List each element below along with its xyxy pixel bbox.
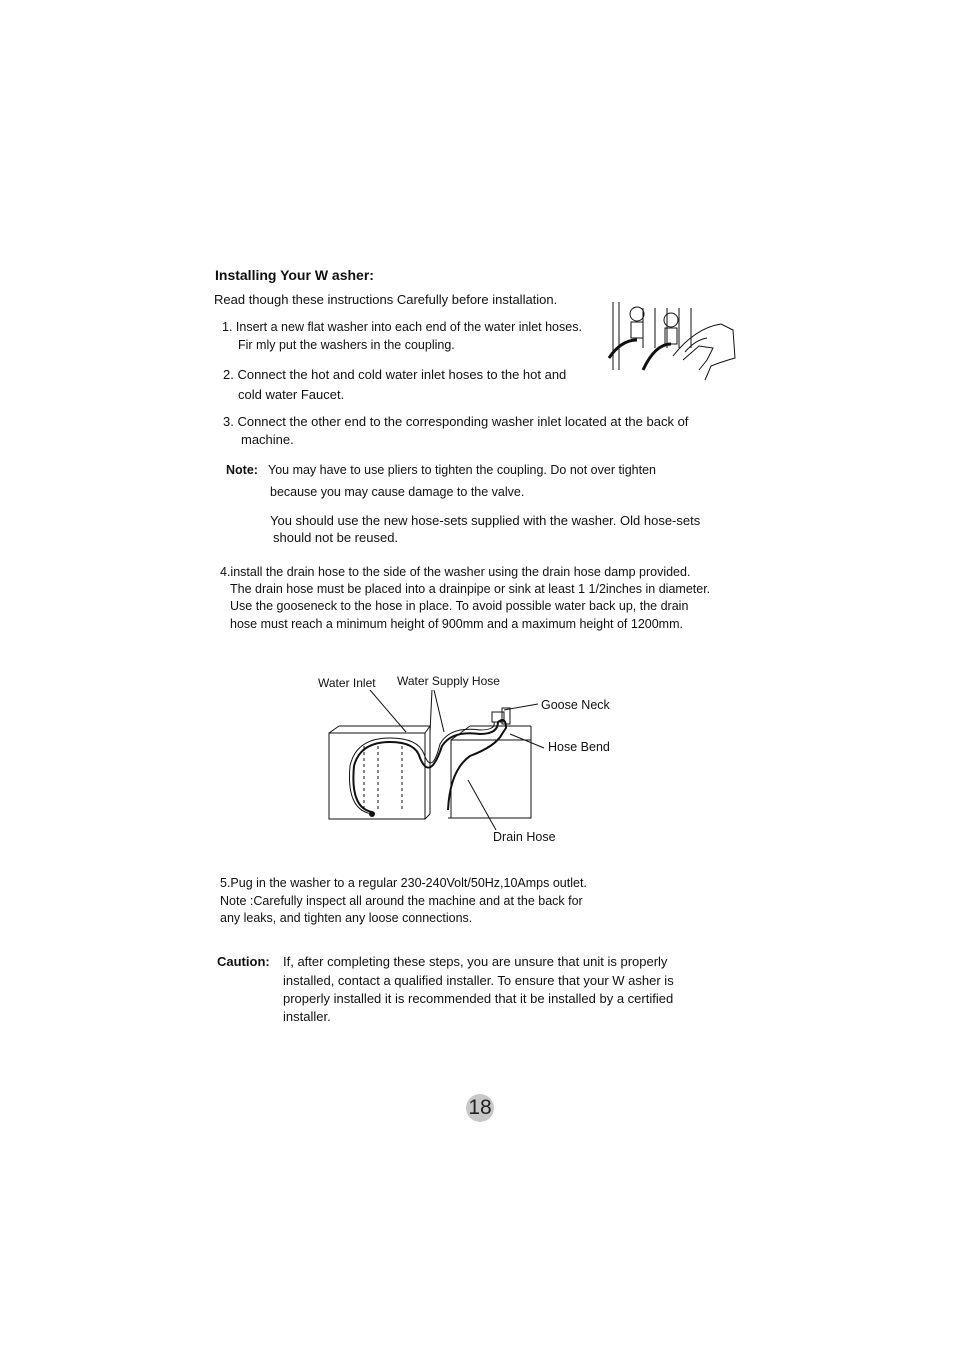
step-2-line-2: cold water Faucet. [238,387,345,402]
caution-line-4: installer. [283,1009,331,1024]
section-title: Installing Your W asher: [215,267,374,283]
caution-line-2: installed, contact a qualified installer. To ensure that your W asher is [283,973,674,988]
note-line-1: You may have to use pliers to tighten the coupling. Do not over tighten [268,463,656,477]
step-4-line-4: hose must reach a minimum height of 900mm and a maximum height of 1200mm. [230,617,683,631]
step-3-line-1: 3. Connect the other end to the corresponding washer inlet located at the back of [223,414,689,429]
intro-text: Read though these instructions Carefully before installation. [214,292,558,307]
faucet-hand-illustration [603,300,743,382]
caution-line-3: properly installed it is recommended that it be installed by a certified [283,991,674,1006]
page-number: 18 [466,1094,494,1122]
step-5-line-1: 5.Pug in the washer to a regular 230-240Volt/50Hz,10Amps outlet. [220,876,587,890]
note-line-4: should not be reused. [273,530,399,545]
caution-line-1: If, after completing these steps, you are unsure that unit is properly [283,954,668,969]
step-4-line-2: The drain hose must be placed into a drainpipe or sink at least 1 1/2inches in diameter. [230,582,711,596]
label-drain-hose: Drain Hose [493,830,556,844]
label-water-supply-hose: Water Supply Hose [397,674,500,688]
step-3-line-2: machine. [241,432,294,447]
washer-drain-hose-diagram [320,690,640,850]
caution-label: Caution: [217,954,270,969]
label-hose-bend: Hose Bend [548,740,610,754]
note-label: Note: [226,463,258,477]
note-line-3: You should use the new hose-sets supplied with the washer. Old hose-sets [270,513,701,528]
step-5-note-line-1: Note :Carefully inspect all around the machine and at the back for [220,894,583,908]
step-1-line-2: Fir mly put the washers in the coupling. [238,338,455,352]
step-2-line-1: 2. Connect the hot and cold water inlet hoses to the hot and [223,367,567,382]
note-line-2: because you may cause damage to the valve. [270,485,525,499]
step-4-line-3: Use the gooseneck to the hose in place. To avoid possible water back up, the drain [230,599,689,613]
step-1-line-1: 1. Insert a new flat washer into each end of the water inlet hoses. [222,320,582,334]
label-goose-neck: Goose Neck [541,698,610,712]
step-5-note-line-2: any leaks, and tighten any loose connections. [220,911,473,925]
step-4-line-1: 4.install the drain hose to the side of the washer using the drain hose damp provided. [220,565,691,579]
label-water-inlet: Water Inlet [318,676,376,690]
